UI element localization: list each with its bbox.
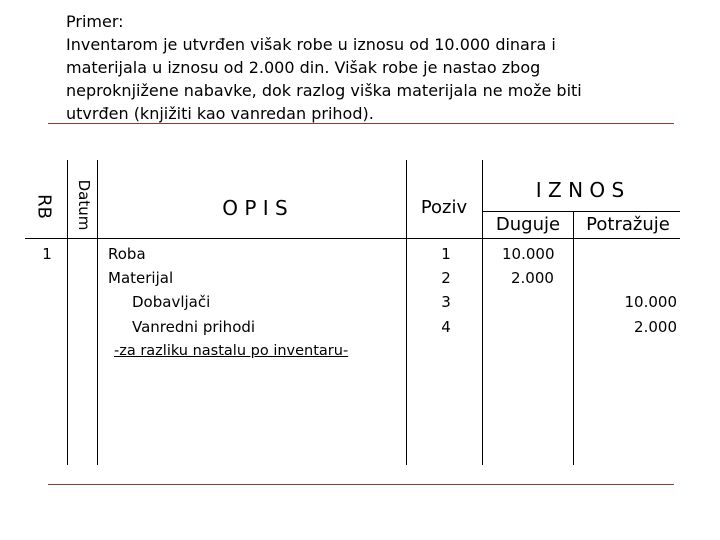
example-intro xyxy=(66,10,582,125)
cell-poziv: 3 xyxy=(441,293,451,311)
cell-opis: Vanredni prihodi xyxy=(132,318,256,336)
header-iznos: I Z N O S xyxy=(535,178,625,202)
example-line-3: neproknjižene nabavke, dok razlog viška materijala ne može biti xyxy=(66,81,582,100)
col-divider-rb xyxy=(67,160,68,465)
header-poziv: Poziv xyxy=(420,197,468,218)
header-datum xyxy=(75,173,93,237)
cell-duguje: 10.000 xyxy=(502,245,555,263)
col-divider-datum xyxy=(97,160,98,465)
cell-poziv: 4 xyxy=(441,318,451,336)
col-divider-duguje xyxy=(573,211,574,465)
header-rb-label: RB xyxy=(33,194,55,219)
cell-potrazuje: 2.000 xyxy=(634,318,677,336)
entry-note: -za razliku nastalu po inventaru- xyxy=(114,343,349,359)
header-potrazuje: Potražuje xyxy=(586,214,670,235)
cell-rb: 1 xyxy=(42,245,52,263)
cell-opis: Roba xyxy=(108,245,146,263)
header-rb xyxy=(34,190,55,224)
header-datum-label: Datum xyxy=(75,179,93,231)
header-duguje: Duguje xyxy=(495,214,561,235)
cell-potrazuje: 10.000 xyxy=(624,293,677,311)
header-divider xyxy=(25,238,680,239)
example-line-4: utvrđen (knjižiti kao vanredan prihod). xyxy=(66,104,374,123)
col-divider-poziv xyxy=(482,160,483,465)
cell-duguje: 2.000 xyxy=(511,269,554,287)
bottom-divider xyxy=(48,484,674,485)
cell-poziv: 1 xyxy=(441,245,451,263)
example-title: Primer: xyxy=(66,12,124,31)
cell-opis: Materijal xyxy=(108,269,174,287)
col-divider-opis xyxy=(406,160,407,465)
example-line-1: Inventarom je utvrđen višak robe u iznosu od 10.000 dinara i xyxy=(66,35,556,54)
cell-opis: Dobavljači xyxy=(132,293,211,311)
top-divider xyxy=(48,123,674,124)
iznos-header-divider xyxy=(482,211,680,212)
header-opis: O P I S xyxy=(222,196,288,220)
cell-poziv: 2 xyxy=(441,269,451,287)
example-line-2: materijala u iznosu od 2.000 din. Višak robe je nastao zbog xyxy=(66,58,541,77)
